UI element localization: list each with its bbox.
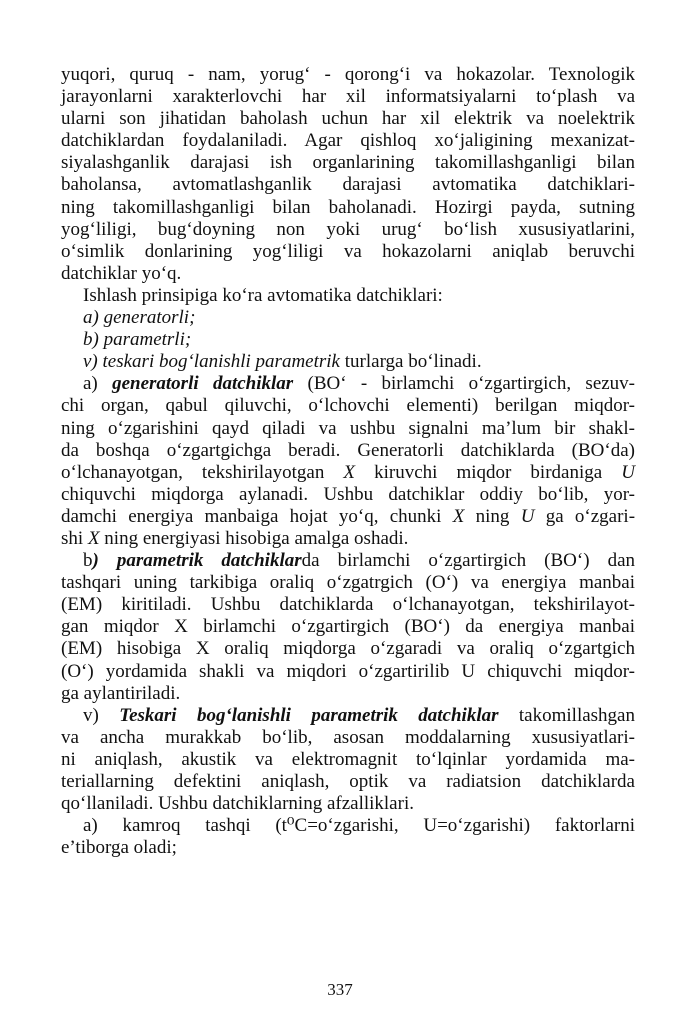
text-line xyxy=(61,506,635,528)
text-span: (BO‘ - birlamchi o‘zgartirgich, sezuv- xyxy=(293,373,636,395)
text-line: o‘simlik donlarining yog‘liligi va hokazolarni aniqlab beruvchi xyxy=(61,240,635,262)
paragraph-3-generator-sensors xyxy=(61,373,635,550)
text-span: kiruvchi miqdor birdaniga xyxy=(355,461,622,483)
text-line: datchiklardan foydalaniladi. Agar qishloq xo‘jaligining mexanizat- xyxy=(61,130,635,152)
text-span: ning xyxy=(464,505,521,527)
text-line: siyalashganlik darajasi ish organlarining takomillashganligi bilan xyxy=(61,152,635,174)
text-line: gan miqdor X birlamchi o‘zgartirgich (BO‘) da energiya manbai xyxy=(61,616,635,638)
text-line: jarayonlarni xarakterlovchi har xil informatsiyalarni to‘plash va xyxy=(61,86,635,108)
section-prefix: v) xyxy=(83,704,120,726)
text-line: ni aniqlash, akustik va elektromagnit to‘lqinlar yordamida ma- xyxy=(61,748,635,770)
paragraph-1 xyxy=(61,64,635,285)
text-line xyxy=(61,528,635,550)
text-line xyxy=(61,462,635,484)
text-line: datchiklar yo‘q. xyxy=(61,262,182,284)
text-line: va ancha murakkab bo‘lib, asosan moddalarning xususiyatlari- xyxy=(61,726,635,748)
text-line xyxy=(61,550,635,572)
list-item-feedback-term: v) teskari bog‘lanishli parametrik xyxy=(83,351,340,373)
list-item-feedback-tail: turlarga bo‘linadi. xyxy=(340,351,482,373)
text-line: yuqori, quruq - nam, yorug‘ - qorong‘i va hokazolar. Texnologik xyxy=(61,64,635,85)
text-line: ning o‘zgarishini qayd qiladi va ushbu signalni ma’lum bir shakl- xyxy=(61,417,635,439)
section-term: generatorli datchiklar xyxy=(112,373,294,395)
text-line: (O‘) yordamida shakli va miqdori o‘zgartirilib U chiquvchi miqdor- xyxy=(61,660,635,682)
paragraph-2-classification xyxy=(61,285,635,373)
text-line: chiquvchi miqdorga aylanadi. Ushbu datchiklar oddiy bo‘lib, yor- xyxy=(61,483,635,505)
section-prefix: a) xyxy=(83,373,113,395)
text-line: qo‘llaniladi. Ushbu datchiklarning afzalliklari. xyxy=(61,793,414,815)
text-line: tashqari uning tarkibiga oraliq o‘zgatrgich (O‘) va energiya manbai xyxy=(61,572,635,594)
section-prefix: b xyxy=(83,550,93,572)
variable-x: X xyxy=(452,505,465,527)
text-line: ning takomillashganligi bilan baholanadi. Hozirgi payda, sutning xyxy=(61,196,635,218)
section-term: Teskari bog‘lanishli parametrik datchiklar xyxy=(119,704,499,726)
variable-x: X xyxy=(343,461,356,483)
text-line: chi organ, qabul qiluvchi, o‘lchovchi elementi) berilgan miqdor- xyxy=(61,395,635,417)
text-span: shi xyxy=(61,527,88,549)
text-line: ularni son jihatidan baholash uchun har xil elektrik va noelektrik xyxy=(61,108,635,130)
text-line: yog‘liligi, bug‘doyning non yoki urug‘ bo‘lish xususiyatlarini, xyxy=(61,218,635,240)
text-span: o‘lchanayotgan, tekshirilayotgan xyxy=(61,461,344,483)
text-span: damchi energiya manbaiga hojat yo‘q, chunki xyxy=(61,505,453,527)
variable-u: U xyxy=(621,461,635,483)
list-item-feedback xyxy=(61,351,635,373)
text-span: da birlamchi o‘zgartirgich (BO‘) dan xyxy=(301,550,635,572)
list-item-generator: a) generatorli; xyxy=(83,307,196,329)
text-line: da boshqa o‘zgartgichga beradi. Generatorli datchiklarda (BO‘da) xyxy=(61,439,635,461)
text-line: baholansa, avtomatlashganlik darajasi avtomatika datchiklari- xyxy=(61,174,635,196)
text-span: takomillashgan xyxy=(498,704,635,726)
paragraph-6-advantages xyxy=(61,815,635,859)
page-number: 337 xyxy=(327,980,353,999)
list-item-parametric: b) parametrli; xyxy=(83,329,192,351)
text-span: ning energiyasi hisobiga amalga oshadi. xyxy=(99,527,409,549)
paragraph-5-feedback-sensors xyxy=(61,705,635,815)
text-line: teriallarning defektini aniqlash, optik va radiatsion datchiklarda xyxy=(61,771,635,792)
page-text-block xyxy=(61,64,635,859)
variable-u: U xyxy=(520,505,535,527)
text-line xyxy=(61,373,635,395)
section-term: ) parametrik datchiklar xyxy=(92,550,302,572)
text-line xyxy=(61,705,635,727)
text-line: (EM) kiritiladi. Ushbu datchiklarda o‘lchanayotgan, tekshirilayot- xyxy=(61,594,635,616)
text-line: e’tiborga oladi; xyxy=(61,837,177,859)
text-span: ga o‘zgari- xyxy=(534,505,636,527)
variable-x: X xyxy=(87,527,100,549)
text-line: a) kamroq tashqi (t⁰C=o‘zgarishi, U=o‘zgarishi) faktorlarni xyxy=(83,815,635,837)
paragraph-4-parametric-sensors xyxy=(61,550,635,705)
text-line: ga aylantiriladi. xyxy=(61,682,181,704)
text-line: (EM) hisobiga X oraliq miqdorga o‘zgaradi va oraliq o‘zgartgich xyxy=(61,638,635,660)
list-intro: Ishlash prinsipiga ko‘ra avtomatika datchiklari: xyxy=(83,284,443,306)
